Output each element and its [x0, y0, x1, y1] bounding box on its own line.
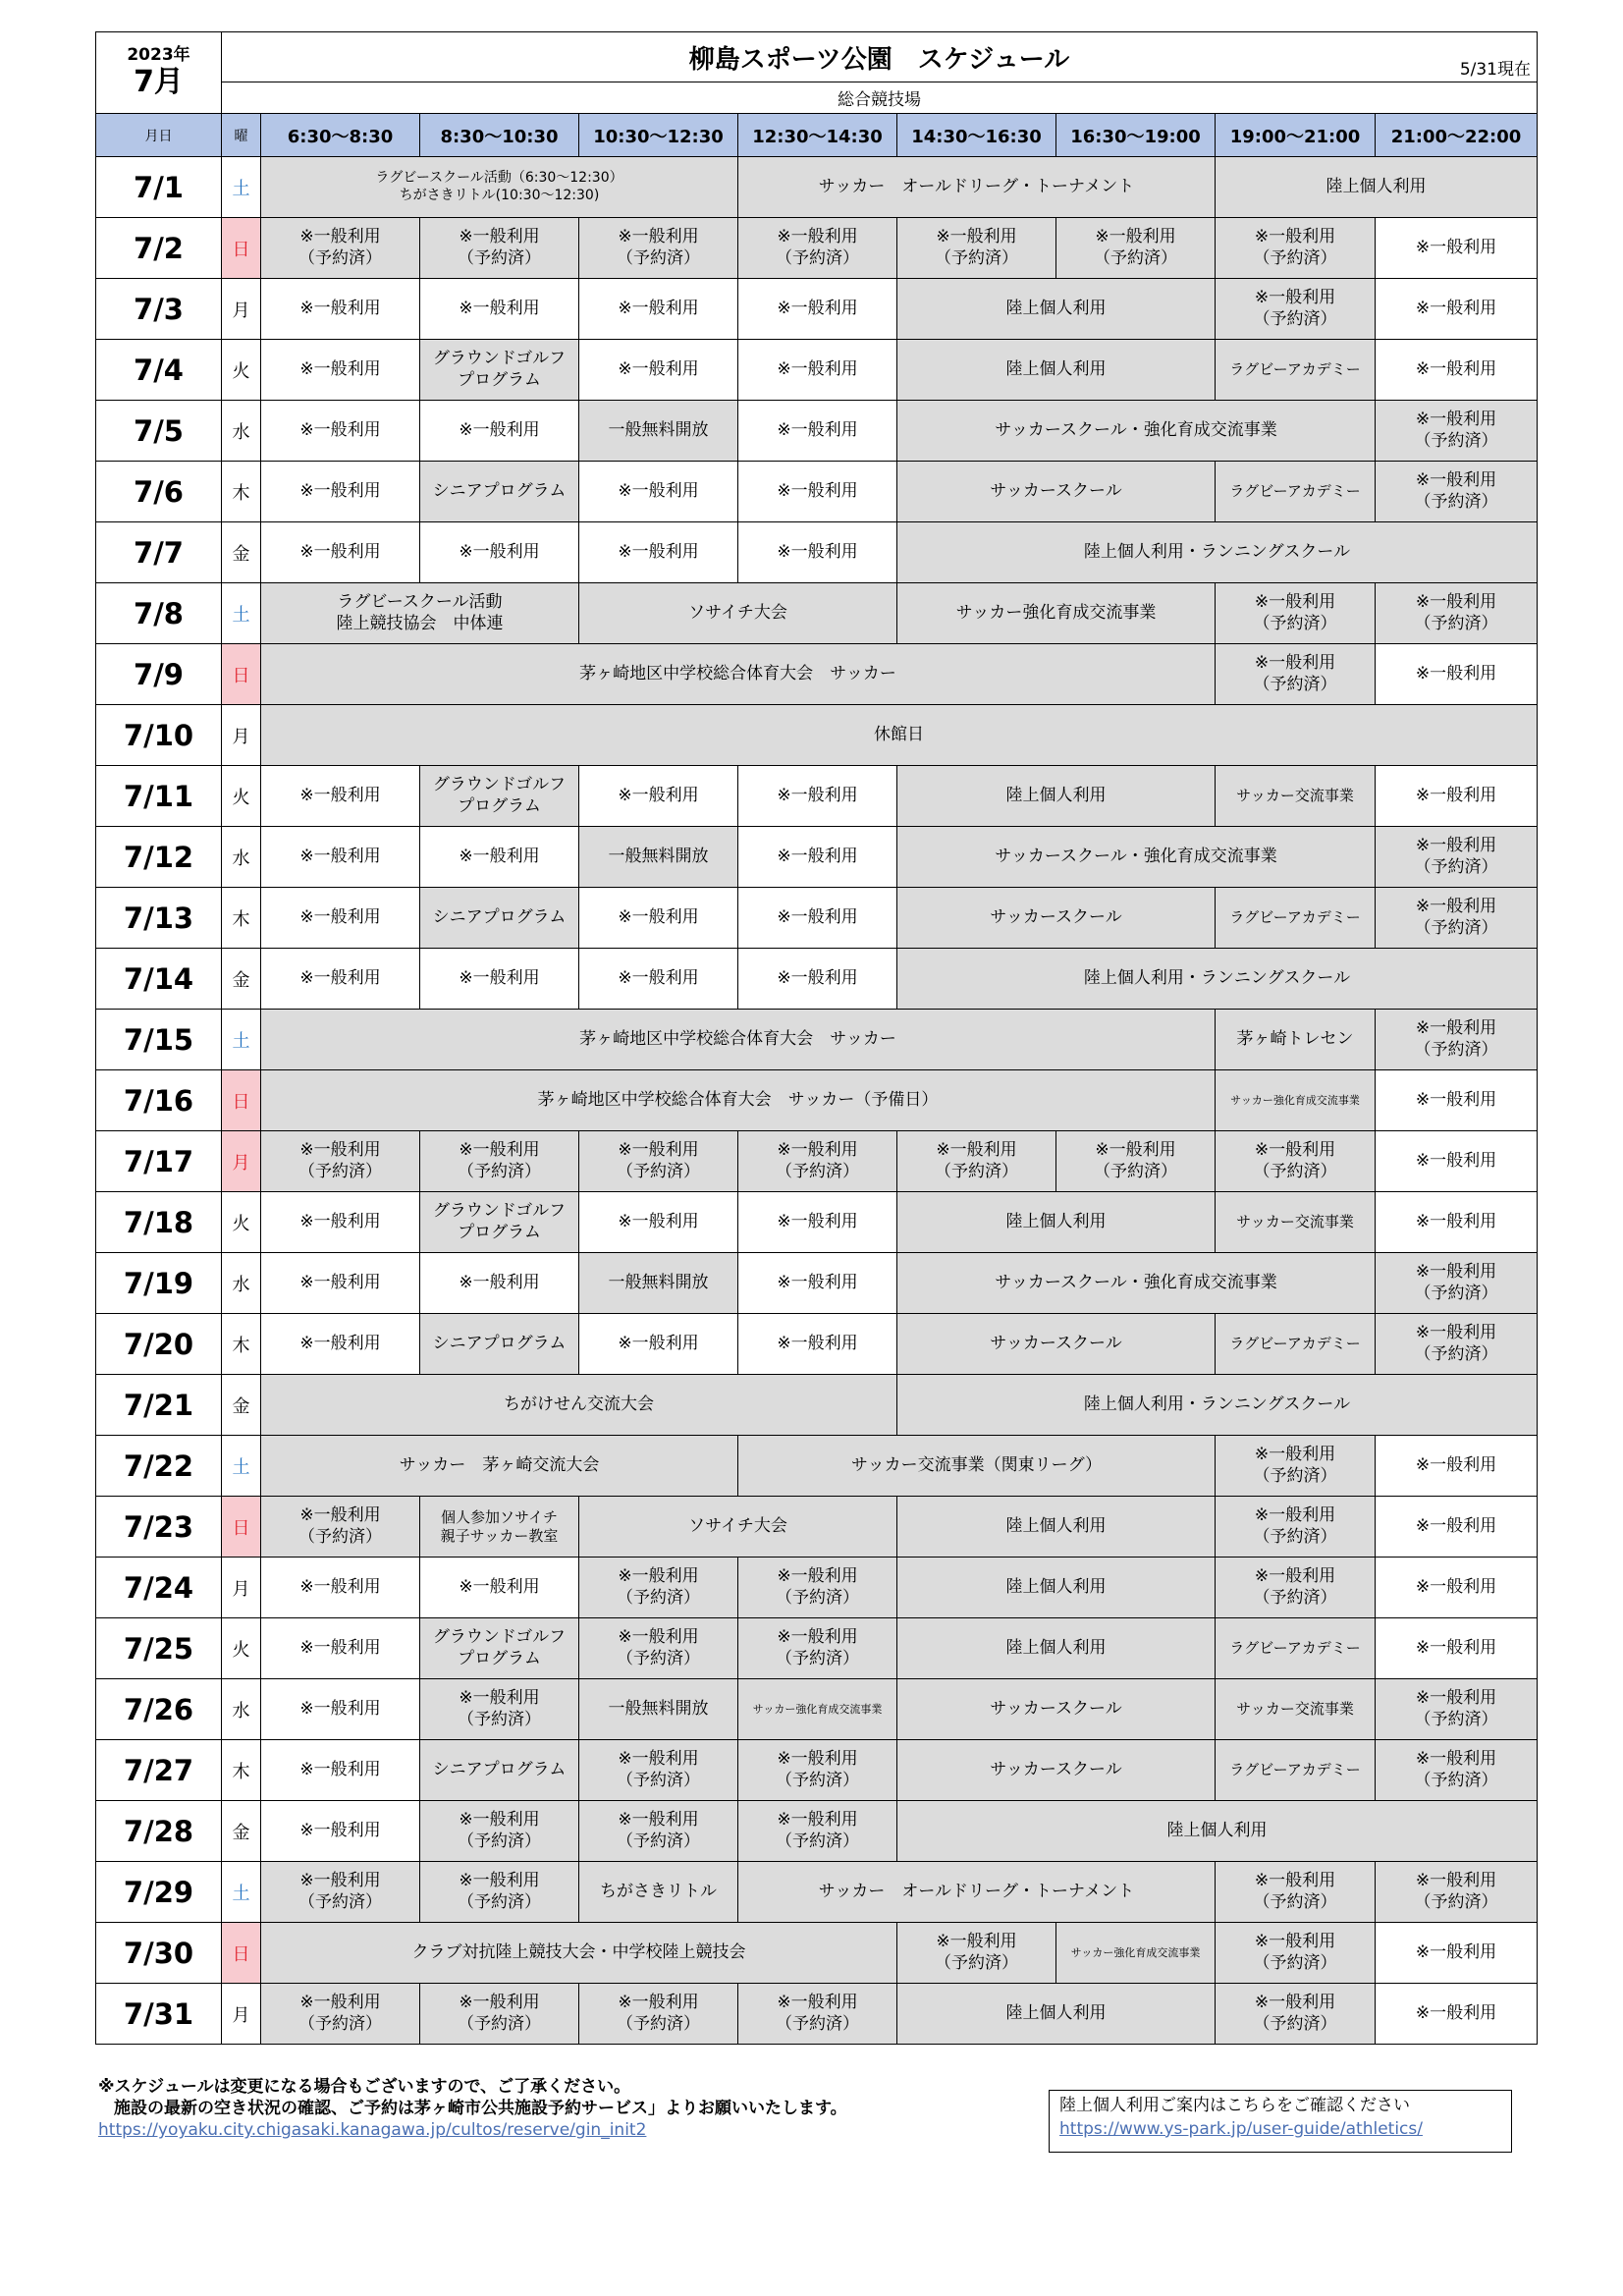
date-cell: 7/20 — [96, 1314, 222, 1375]
schedule-cell: サッカー交流事業 — [1216, 1679, 1376, 1740]
schedule-cell: ※一般利用 — [738, 340, 897, 401]
schedule-cell: ※一般利用 （予約済） — [897, 1131, 1056, 1192]
schedule-cell: ※一般利用 — [1376, 1070, 1538, 1131]
schedule-cell: ※一般利用 （予約済） — [420, 218, 579, 279]
schedule-cell: 陸上個人利用 — [897, 1192, 1216, 1253]
schedule-table — [95, 31, 1538, 2045]
schedule-cell: サッカー強化育成交流事業 — [1216, 1070, 1376, 1131]
schedule-cell: シニアプログラム — [420, 888, 579, 949]
schedule-cell: 一般無料開放 — [579, 1679, 738, 1740]
schedule-cell: ※一般利用 （予約済） — [579, 1740, 738, 1801]
schedule-cell: ※一般利用 — [420, 1558, 579, 1618]
schedule-cell: ※一般利用 — [1376, 1131, 1538, 1192]
schedule-row — [96, 705, 1538, 766]
schedule-cell: 一般無料開放 — [579, 1253, 738, 1314]
schedule-cell: サッカースクール — [897, 1740, 1216, 1801]
schedule-cell: 茅ヶ崎トレセン — [1216, 1010, 1376, 1070]
schedule-cell: ※一般利用 （予約済） — [1216, 279, 1376, 340]
col-header-slot: 6:30～8:30 — [261, 114, 420, 157]
col-header-slot: 8:30～10:30 — [420, 114, 579, 157]
weekday-cell: 水 — [222, 1253, 261, 1314]
weekday-cell: 金 — [222, 1801, 261, 1862]
schedule-cell: ※一般利用 （予約済） — [579, 1801, 738, 1862]
schedule-cell: ※一般利用 — [261, 279, 420, 340]
date-cell: 7/13 — [96, 888, 222, 949]
weekday-cell: 土 — [222, 1862, 261, 1923]
date-cell: 7/10 — [96, 705, 222, 766]
schedule-cell: 陸上個人利用 — [1216, 157, 1538, 218]
schedule-cell: ※一般利用 （予約済） — [897, 1923, 1056, 1984]
schedule-cell: ソサイチ大会 — [579, 583, 897, 644]
schedule-cell: 一般無料開放 — [579, 401, 738, 462]
schedule-cell: ※一般利用 （予約済） — [1056, 218, 1216, 279]
schedule-cell: ※一般利用 — [738, 279, 897, 340]
schedule-row — [96, 218, 1538, 279]
schedule-cell: ※一般利用 — [738, 1192, 897, 1253]
schedule-row — [96, 1253, 1538, 1314]
schedule-cell: ※一般利用 （予約済） — [579, 1131, 738, 1192]
schedule-cell: ※一般利用 — [738, 766, 897, 827]
weekday-cell: 土 — [222, 583, 261, 644]
schedule-cell: ※一般利用 — [738, 949, 897, 1010]
schedule-cell: ※一般利用 — [261, 1558, 420, 1618]
date-cell: 7/21 — [96, 1375, 222, 1436]
weekday-cell: 水 — [222, 827, 261, 888]
schedule-cell: ※一般利用 — [579, 522, 738, 583]
schedule-cell: ※一般利用 — [261, 401, 420, 462]
col-header-date: 月日 — [96, 114, 222, 157]
date-cell: 7/14 — [96, 949, 222, 1010]
schedule-cell: ラグビーアカデミー — [1216, 462, 1376, 522]
schedule-cell: 個人参加ソサイチ 親子サッカー教室 — [420, 1497, 579, 1558]
schedule-cell: グラウンドゴルフ プログラム — [420, 766, 579, 827]
date-cell: 7/23 — [96, 1497, 222, 1558]
date-cell: 7/26 — [96, 1679, 222, 1740]
schedule-cell: ※一般利用 （予約済） — [420, 1679, 579, 1740]
schedule-cell: ※一般利用 — [1376, 279, 1538, 340]
schedule-row — [96, 1375, 1538, 1436]
schedule-cell: ※一般利用 — [579, 340, 738, 401]
schedule-cell: ラグビーアカデミー — [1216, 1740, 1376, 1801]
schedule-cell: ※一般利用 — [420, 949, 579, 1010]
schedule-cell: サッカー オールドリーグ・トーナメント — [738, 157, 1216, 218]
schedule-cell: ※一般利用 — [1376, 1436, 1538, 1497]
date-cell: 7/28 — [96, 1801, 222, 1862]
schedule-cell: ※一般利用 — [738, 888, 897, 949]
weekday-cell: 金 — [222, 949, 261, 1010]
schedule-cell: ※一般利用 — [261, 1618, 420, 1679]
date-cell: 7/24 — [96, 1558, 222, 1618]
schedule-cell: ラグビーアカデミー — [1216, 888, 1376, 949]
schedule-cell: ※一般利用 — [261, 1192, 420, 1253]
facility-name: 総合競技場 — [222, 82, 1538, 114]
schedule-cell: ※一般利用 （予約済） — [1376, 401, 1538, 462]
schedule-cell: ソサイチ大会 — [579, 1497, 897, 1558]
schedule-cell: ※一般利用 — [420, 401, 579, 462]
weekday-cell: 日 — [222, 218, 261, 279]
schedule-cell: 陸上個人利用 — [897, 766, 1216, 827]
schedule-row — [96, 949, 1538, 1010]
weekday-cell: 日 — [222, 1070, 261, 1131]
schedule-cell: ※一般利用 （予約済） — [1376, 462, 1538, 522]
schedule-cell: 陸上個人利用 — [897, 1618, 1216, 1679]
schedule-row — [96, 340, 1538, 401]
col-header-slot: 16:30～19:00 — [1056, 114, 1216, 157]
schedule-cell: ※一般利用 （予約済） — [579, 1558, 738, 1618]
schedule-cell: サッカー交流事業（関東リーグ） — [738, 1436, 1216, 1497]
schedule-cell: ※一般利用 （予約済） — [1216, 1558, 1376, 1618]
weekday-cell: 火 — [222, 1192, 261, 1253]
schedule-cell: 陸上個人利用 — [897, 279, 1216, 340]
schedule-row — [96, 1618, 1538, 1679]
schedule-cell: サッカースクール — [897, 462, 1216, 522]
schedule-cell: ※一般利用 （予約済） — [738, 218, 897, 279]
weekday-cell: 水 — [222, 1679, 261, 1740]
schedule-cell: ※一般利用 — [1376, 1984, 1538, 2045]
weekday-cell: 月 — [222, 1984, 261, 2045]
schedule-row — [96, 583, 1538, 644]
schedule-cell: ※一般利用 — [261, 827, 420, 888]
schedule-cell: ※一般利用 — [261, 462, 420, 522]
schedule-cell: ※一般利用 — [738, 827, 897, 888]
date-cell: 7/3 — [96, 279, 222, 340]
schedule-row — [96, 279, 1538, 340]
athletics-info-box — [1049, 2090, 1512, 2153]
schedule-cell: ※一般利用 — [1376, 1497, 1538, 1558]
reservation-link[interactable]: https://yoyaku.city.chigasaki.kanagawa.jp/cultos/reserve/gin_init2 — [98, 2120, 647, 2141]
col-header-slot: 10:30～12:30 — [579, 114, 738, 157]
schedule-cell: 陸上個人利用 — [897, 1801, 1538, 1862]
schedule-row — [96, 157, 1538, 218]
schedule-cell: ラグビースクール活動 陸上競技協会 中体連 — [261, 583, 579, 644]
date-cell: 7/22 — [96, 1436, 222, 1497]
schedule-cell: ※一般利用 — [1376, 1618, 1538, 1679]
date-cell: 7/11 — [96, 766, 222, 827]
schedule-cell: ※一般利用 （予約済） — [1056, 1131, 1216, 1192]
year-label: 2023年 — [127, 44, 190, 65]
schedule-row — [96, 1740, 1538, 1801]
schedule-cell: ※一般利用 — [738, 401, 897, 462]
schedule-cell: サッカースクール・強化育成交流事業 — [897, 401, 1376, 462]
schedule-cell: ※一般利用 （予約済） — [261, 218, 420, 279]
schedule-cell: ※一般利用 （予約済） — [738, 1558, 897, 1618]
schedule-cell: ※一般利用 （予約済） — [1376, 583, 1538, 644]
schedule-cell: ※一般利用 — [738, 1253, 897, 1314]
schedule-cell: ※一般利用 （予約済） — [1376, 888, 1538, 949]
schedule-cell: サッカースクール — [897, 888, 1216, 949]
schedule-cell: ※一般利用 （予約済） — [1216, 644, 1376, 705]
date-cell: 7/9 — [96, 644, 222, 705]
schedule-cell: ※一般利用 — [261, 888, 420, 949]
schedule-cell: ※一般利用 （予約済） — [579, 1984, 738, 2045]
schedule-cell: 陸上個人利用 — [897, 1984, 1216, 2045]
change-notice: ※スケジュールは変更になる場合もございますので、ご了承ください。 — [98, 2077, 631, 2097]
weekday-cell: 金 — [222, 1375, 261, 1436]
date-cell: 7/12 — [96, 827, 222, 888]
schedule-cell: ※一般利用 （予約済） — [1216, 1131, 1376, 1192]
weekday-cell: 金 — [222, 522, 261, 583]
schedule-row — [96, 1010, 1538, 1070]
schedule-cell: サッカー強化育成交流事業 — [897, 583, 1216, 644]
date-cell: 7/7 — [96, 522, 222, 583]
schedule-cell: ※一般利用 — [420, 827, 579, 888]
date-cell: 7/5 — [96, 401, 222, 462]
schedule-cell: ※一般利用 （予約済） — [579, 218, 738, 279]
weekday-cell: 木 — [222, 1314, 261, 1375]
schedule-row — [96, 401, 1538, 462]
schedule-cell: 休館日 — [261, 705, 1538, 766]
schedule-cell: サッカー交流事業 — [1216, 766, 1376, 827]
schedule-cell: ※一般利用 （予約済） — [1376, 1253, 1538, 1314]
schedule-row — [96, 888, 1538, 949]
schedule-cell: ※一般利用 — [1376, 340, 1538, 401]
date-cell: 7/31 — [96, 1984, 222, 2045]
footer-notes — [98, 2076, 847, 2141]
schedule-cell: ※一般利用 — [1376, 218, 1538, 279]
weekday-cell: 月 — [222, 1131, 261, 1192]
schedule-cell: ※一般利用 — [579, 1314, 738, 1375]
schedule-cell: 陸上個人利用・ランニングスクール — [897, 522, 1538, 583]
col-header-slot: 14:30～16:30 — [897, 114, 1056, 157]
weekday-cell: 日 — [222, 1923, 261, 1984]
schedule-cell: ※一般利用 — [579, 888, 738, 949]
schedule-cell: ※一般利用 — [261, 949, 420, 1010]
schedule-cell: ※一般利用 （予約済） — [261, 1497, 420, 1558]
schedule-row — [96, 1923, 1538, 1984]
schedule-row — [96, 1984, 1538, 2045]
schedule-cell: グラウンドゴルフ プログラム — [420, 340, 579, 401]
schedule-cell: ※一般利用 （予約済） — [1376, 1862, 1538, 1923]
schedule-cell: ラグビーアカデミー — [1216, 340, 1376, 401]
schedule-cell: ※一般利用 — [261, 1253, 420, 1314]
schedule-cell: ※一般利用 — [738, 462, 897, 522]
schedule-cell: ※一般利用 — [1376, 1923, 1538, 1984]
schedule-cell: ※一般利用 （予約済） — [420, 1131, 579, 1192]
schedule-cell: シニアプログラム — [420, 462, 579, 522]
schedule-cell: ※一般利用 （予約済） — [738, 1618, 897, 1679]
schedule-row — [96, 1801, 1538, 1862]
weekday-cell: 木 — [222, 462, 261, 522]
schedule-cell: ※一般利用 （予約済） — [1376, 1679, 1538, 1740]
schedule-cell: ※一般利用 — [420, 279, 579, 340]
schedule-cell: サッカー強化育成交流事業 — [1056, 1923, 1216, 1984]
schedule-row — [96, 766, 1538, 827]
schedule-cell: サッカースクール・強化育成交流事業 — [897, 827, 1376, 888]
col-header-slot: 21:00～22:00 — [1376, 114, 1538, 157]
schedule-cell: 茅ヶ崎地区中学校総合体育大会 サッカー（予備日） — [261, 1070, 1216, 1131]
schedule-cell: ※一般利用 — [579, 949, 738, 1010]
date-cell: 7/27 — [96, 1740, 222, 1801]
schedule-cell: ※一般利用 — [1376, 644, 1538, 705]
schedule-cell: ※一般利用 （予約済） — [738, 1740, 897, 1801]
schedule-cell: ※一般利用 — [579, 766, 738, 827]
schedule-cell: 陸上個人利用 — [897, 1558, 1216, 1618]
schedule-row — [96, 1436, 1538, 1497]
schedule-row — [96, 1497, 1538, 1558]
page-title — [222, 32, 1538, 82]
schedule-cell: ※一般利用 （予約済） — [1376, 1740, 1538, 1801]
schedule-cell: ラグビーアカデミー — [1216, 1618, 1376, 1679]
date-cell: 7/17 — [96, 1131, 222, 1192]
schedule-row — [96, 644, 1538, 705]
as-of-date: 5/31現在 — [1459, 60, 1531, 80]
date-cell: 7/25 — [96, 1618, 222, 1679]
schedule-cell: サッカースクール・強化育成交流事業 — [897, 1253, 1376, 1314]
schedule-cell: サッカー強化育成交流事業 — [738, 1679, 897, 1740]
col-header-dow: 曜 — [222, 114, 261, 157]
schedule-cell: ※一般利用 — [579, 462, 738, 522]
schedule-cell: ※一般利用 — [1376, 1192, 1538, 1253]
schedule-cell: ※一般利用 — [261, 1740, 420, 1801]
schedule-cell: ※一般利用 — [420, 522, 579, 583]
weekday-cell: 火 — [222, 340, 261, 401]
schedule-cell: 陸上個人利用・ランニングスクール — [897, 1375, 1538, 1436]
schedule-cell: クラブ対抗陸上競技大会・中学校陸上競技会 — [261, 1923, 897, 1984]
schedule-cell: グラウンドゴルフ プログラム — [420, 1618, 579, 1679]
year-month-cell — [96, 32, 222, 114]
athletics-info-text: 陸上個人利用ご案内はこちらをご確認ください — [1059, 2096, 1410, 2115]
date-cell: 7/2 — [96, 218, 222, 279]
schedule-cell: ラグビースクール活動（6:30～12:30） ちがさきリトル(10:30～12:30) — [261, 157, 738, 218]
schedule-cell: グラウンドゴルフ プログラム — [420, 1192, 579, 1253]
schedule-row — [96, 1679, 1538, 1740]
schedule-cell: ※一般利用 （予約済） — [1216, 1923, 1376, 1984]
date-cell: 7/8 — [96, 583, 222, 644]
col-header-slot: 12:30～14:30 — [738, 114, 897, 157]
schedule-cell: ※一般利用 （予約済） — [1216, 583, 1376, 644]
schedule-cell: ※一般利用 （予約済） — [420, 1801, 579, 1862]
schedule-cell: ちがけせん交流大会 — [261, 1375, 897, 1436]
date-cell: 7/16 — [96, 1070, 222, 1131]
month-label: 7月 — [134, 64, 184, 99]
schedule-row — [96, 1192, 1538, 1253]
schedule-cell: 茅ヶ崎地区中学校総合体育大会 サッカー — [261, 644, 1216, 705]
weekday-cell: 木 — [222, 888, 261, 949]
schedule-cell: ※一般利用 （予約済） — [261, 1131, 420, 1192]
schedule-cell: ※一般利用 （予約済） — [1216, 1862, 1376, 1923]
date-cell: 7/18 — [96, 1192, 222, 1253]
date-cell: 7/15 — [96, 1010, 222, 1070]
schedule-cell: ちがさきリトル — [579, 1862, 738, 1923]
weekday-cell: 土 — [222, 1010, 261, 1070]
schedule-cell: サッカースクール — [897, 1679, 1216, 1740]
schedule-cell: ※一般利用 — [1376, 766, 1538, 827]
schedule-row — [96, 827, 1538, 888]
athletics-guide-link[interactable]: https://www.ys-park.jp/user-guide/athletics/ — [1059, 2118, 1423, 2139]
schedule-cell: サッカー オールドリーグ・トーナメント — [738, 1862, 1216, 1923]
weekday-cell: 月 — [222, 1558, 261, 1618]
weekday-cell: 土 — [222, 157, 261, 218]
schedule-cell: ※一般利用 （予約済） — [1376, 827, 1538, 888]
schedule-cell: ※一般利用 （予約済） — [1216, 1436, 1376, 1497]
schedule-cell: ※一般利用 （予約済） — [420, 1862, 579, 1923]
reservation-notice: 施設の最新の空き状況の確認、ご予約は茅ヶ崎市公共施設予約サービス」よりお願いいたします。 — [114, 2099, 847, 2119]
schedule-cell: シニアプログラム — [420, 1740, 579, 1801]
weekday-cell: 土 — [222, 1436, 261, 1497]
schedule-cell: ※一般利用 — [738, 1314, 897, 1375]
weekday-cell: 火 — [222, 766, 261, 827]
weekday-cell: 日 — [222, 1497, 261, 1558]
schedule-row — [96, 1314, 1538, 1375]
date-cell: 7/6 — [96, 462, 222, 522]
schedule-cell: ※一般利用 — [1376, 1558, 1538, 1618]
schedule-cell: サッカースクール — [897, 1314, 1216, 1375]
weekday-cell: 水 — [222, 401, 261, 462]
schedule-row — [96, 462, 1538, 522]
schedule-cell: ※一般利用 — [261, 766, 420, 827]
schedule-cell: ※一般利用 — [261, 1679, 420, 1740]
schedule-cell: ※一般利用 — [261, 340, 420, 401]
schedule-cell: ※一般利用 — [579, 279, 738, 340]
schedule-cell: ※一般利用 （予約済） — [1216, 1984, 1376, 2045]
schedule-cell: ※一般利用 （予約済） — [1376, 1314, 1538, 1375]
schedule-cell: サッカー交流事業 — [1216, 1192, 1376, 1253]
schedule-row — [96, 1131, 1538, 1192]
title-text: 柳島スポーツ公園 スケジュール — [688, 44, 1070, 75]
weekday-cell: 月 — [222, 705, 261, 766]
weekday-cell: 火 — [222, 1618, 261, 1679]
date-cell: 7/29 — [96, 1862, 222, 1923]
schedule-cell: 陸上個人利用・ランニングスクール — [897, 949, 1538, 1010]
weekday-cell: 日 — [222, 644, 261, 705]
schedule-cell: ※一般利用 — [579, 1192, 738, 1253]
schedule-cell: ※一般利用 — [420, 1253, 579, 1314]
date-cell: 7/30 — [96, 1923, 222, 1984]
schedule-cell: ※一般利用 （予約済） — [261, 1862, 420, 1923]
schedule-row — [96, 1558, 1538, 1618]
schedule-cell: ※一般利用 （予約済） — [420, 1984, 579, 2045]
date-cell: 7/19 — [96, 1253, 222, 1314]
schedule-cell: ※一般利用 （予約済） — [738, 1801, 897, 1862]
schedule-cell: ※一般利用 — [261, 1314, 420, 1375]
schedule-cell: ※一般利用 （予約済） — [261, 1984, 420, 2045]
col-header-slot: 19:00～21:00 — [1216, 114, 1376, 157]
schedule-cell: ※一般利用 — [738, 522, 897, 583]
schedule-cell: ※一般利用 （予約済） — [738, 1984, 897, 2045]
schedule-cell: 一般無料開放 — [579, 827, 738, 888]
schedule-cell: 茅ヶ崎地区中学校総合体育大会 サッカー — [261, 1010, 1216, 1070]
weekday-cell: 月 — [222, 279, 261, 340]
schedule-cell: ※一般利用 （予約済） — [897, 218, 1056, 279]
date-cell: 7/4 — [96, 340, 222, 401]
schedule-cell: ※一般利用 （予約済） — [738, 1131, 897, 1192]
schedule-cell: 陸上個人利用 — [897, 340, 1216, 401]
schedule-cell: ※一般利用 （予約済） — [1216, 1497, 1376, 1558]
schedule-cell: ※一般利用 （予約済） — [579, 1618, 738, 1679]
schedule-cell: ※一般利用 （予約済） — [1376, 1010, 1538, 1070]
schedule-cell: ラグビーアカデミー — [1216, 1314, 1376, 1375]
schedule-cell: サッカー 茅ヶ崎交流大会 — [261, 1436, 738, 1497]
schedule-cell: 陸上個人利用 — [897, 1497, 1216, 1558]
schedule-cell: ※一般利用 — [261, 1801, 420, 1862]
date-cell: 7/1 — [96, 157, 222, 218]
schedule-row — [96, 1862, 1538, 1923]
schedule-cell: シニアプログラム — [420, 1314, 579, 1375]
schedule-row — [96, 1070, 1538, 1131]
schedule-row — [96, 522, 1538, 583]
weekday-cell: 木 — [222, 1740, 261, 1801]
schedule-cell: ※一般利用 — [261, 522, 420, 583]
schedule-cell: ※一般利用 （予約済） — [1216, 218, 1376, 279]
